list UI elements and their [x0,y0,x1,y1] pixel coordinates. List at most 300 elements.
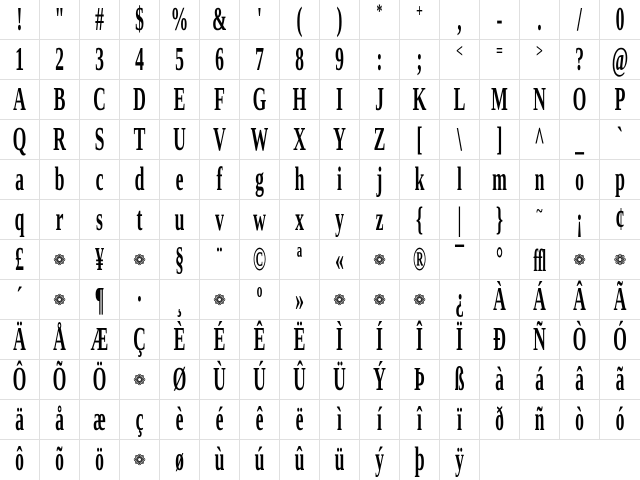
glyph: z [375,201,384,238]
glyph: I [336,81,343,118]
glyph: Ï [456,321,463,358]
glyph: 0 [615,1,625,38]
glyph-cell[interactable] [240,40,280,80]
glyph: ¨ [216,241,223,278]
glyph: : [376,41,383,78]
glyph-cell[interactable] [480,320,520,360]
glyph: « [335,241,344,278]
floral-ornament-icon: ❁ [373,251,386,269]
glyph-cell[interactable] [360,120,400,160]
glyph-cell[interactable] [280,200,320,240]
glyph: 5 [175,41,184,78]
glyph: ê [255,401,264,438]
glyph: G [252,81,267,118]
glyph-cell[interactable] [480,360,520,400]
glyph-cell[interactable] [40,200,80,240]
glyph: * [376,1,383,22]
glyph: S [94,121,105,158]
glyph-cell[interactable] [560,160,600,200]
glyph: Ø [172,361,187,398]
glyph-cell[interactable] [240,200,280,240]
glyph-cell[interactable] [280,40,320,80]
glyph: ; [416,41,423,78]
glyph-cell[interactable] [360,280,400,320]
empty-cell [520,440,560,480]
glyph-cell[interactable] [0,440,40,480]
floral-ornament-icon: ❁ [413,291,426,309]
glyph: » [295,281,304,318]
glyph-cell[interactable] [200,160,240,200]
glyph-cell[interactable] [80,240,120,280]
glyph-cell[interactable] [600,200,640,240]
glyph-cell[interactable] [360,0,400,40]
glyph-cell[interactable] [160,40,200,80]
glyph-cell[interactable] [400,200,440,240]
glyph: k [414,161,425,198]
glyph-cell[interactable] [0,240,40,280]
glyph: [ [416,121,423,158]
glyph-cell[interactable] [280,280,320,320]
glyph: Í [376,321,383,358]
glyph-cell[interactable] [0,200,40,240]
glyph: ß [454,361,465,398]
glyph: Õ [52,361,67,398]
glyph-cell[interactable] [440,280,480,320]
glyph: õ [55,441,64,478]
glyph: ó [615,401,625,438]
glyph-cell[interactable] [40,280,80,320]
glyph-cell[interactable] [280,80,320,120]
glyph-cell[interactable] [360,320,400,360]
glyph: í [377,401,382,438]
glyph: T [133,121,146,158]
glyph: È [173,321,186,358]
glyph-cell[interactable] [440,320,480,360]
glyph: , [457,1,462,38]
glyph-cell[interactable] [480,200,520,240]
glyph-cell[interactable] [360,240,400,280]
glyph-cell[interactable] [480,120,520,160]
glyph-cell[interactable] [480,160,520,200]
glyph: } [496,201,503,238]
glyph-cell[interactable] [120,440,160,480]
glyph-cell[interactable] [240,320,280,360]
glyph-cell[interactable] [560,0,600,40]
glyph-cell[interactable] [200,40,240,80]
glyph-cell[interactable] [440,440,480,480]
glyph-cell[interactable] [200,240,240,280]
glyph-cell[interactable] [600,240,640,280]
glyph-cell[interactable] [120,320,160,360]
glyph-cell[interactable] [160,360,200,400]
glyph-cell[interactable] [0,80,40,120]
glyph-cell[interactable] [400,320,440,360]
glyph: b [54,161,65,198]
glyph-cell[interactable] [200,360,240,400]
glyph-cell[interactable] [280,0,320,40]
glyph-cell[interactable] [120,280,160,320]
glyph-cell[interactable] [320,240,360,280]
glyph-cell[interactable] [520,120,560,160]
glyph: £ [15,241,24,278]
glyph: H [292,81,307,118]
glyph-cell[interactable] [200,200,240,240]
glyph-cell[interactable] [160,80,200,120]
glyph-cell[interactable] [320,400,360,440]
glyph-cell[interactable] [600,320,640,360]
glyph: ú [254,441,265,478]
glyph-cell[interactable] [280,440,320,480]
glyph-cell[interactable] [360,360,400,400]
glyph-cell[interactable] [400,360,440,400]
glyph: ô [15,441,24,478]
glyph: a [15,161,24,198]
glyph-cell[interactable] [320,280,360,320]
glyph: A [13,81,26,118]
glyph-cell[interactable] [320,440,360,480]
glyph-cell[interactable] [400,280,440,320]
glyph-cell[interactable] [120,120,160,160]
glyph-cell[interactable] [320,0,360,40]
glyph: Ö [92,361,107,398]
glyph-cell[interactable] [40,40,80,80]
glyph-cell[interactable] [160,0,200,40]
glyph: ^ [534,121,545,158]
glyph-cell[interactable] [400,40,440,80]
glyph: Û [293,361,306,398]
glyph-cell[interactable] [80,0,120,40]
glyph-cell[interactable] [40,80,80,120]
glyph-cell[interactable] [560,120,600,160]
glyph-cell[interactable] [120,200,160,240]
glyph-cell[interactable] [320,360,360,400]
glyph: _ [575,121,584,158]
glyph-cell[interactable] [80,280,120,320]
glyph-cell[interactable] [440,400,480,440]
glyph-cell[interactable] [440,80,480,120]
glyph: s [96,201,103,238]
glyph-cell[interactable] [600,360,640,400]
glyph: ç [135,401,144,438]
glyph-cell[interactable] [400,0,440,40]
glyph-cell[interactable] [400,240,440,280]
glyph: ? [575,41,584,78]
glyph: 4 [135,41,144,78]
glyph-cell[interactable] [120,400,160,440]
floral-ornament-icon: ❁ [573,251,586,269]
glyph: < [456,41,463,62]
glyph-cell[interactable] [240,160,280,200]
glyph-cell[interactable] [80,120,120,160]
floral-ornament-icon: ❁ [333,291,346,309]
glyph-cell[interactable] [280,160,320,200]
glyph-cell[interactable] [560,40,600,80]
glyph-cell[interactable] [360,200,400,240]
glyph: 8 [295,41,304,78]
glyph-cell[interactable] [200,80,240,120]
glyph: q [14,201,25,238]
glyph: Æ [90,321,109,358]
glyph: Ê [253,321,266,358]
glyph-cell[interactable] [240,360,280,400]
glyph-cell[interactable] [120,360,160,400]
glyph-cell[interactable] [120,160,160,200]
glyph-cell[interactable] [440,200,480,240]
glyph-cell[interactable] [280,320,320,360]
glyph: j [376,161,383,198]
floral-ornament-icon: ❁ [613,251,627,269]
glyph-cell[interactable] [160,200,200,240]
glyph-cell[interactable] [400,160,440,200]
glyph-cell[interactable] [520,320,560,360]
glyph-cell[interactable] [600,160,640,200]
glyph-cell[interactable] [360,440,400,480]
glyph: Ì [336,321,343,358]
glyph-cell[interactable] [560,240,600,280]
glyph: Ë [293,321,306,358]
glyph-cell[interactable] [280,120,320,160]
glyph-cell[interactable] [40,400,80,440]
glyph-cell[interactable] [200,280,240,320]
glyph-cell[interactable] [520,40,560,80]
glyph: $ [135,1,144,38]
glyph: ® [412,241,427,278]
glyph: / [577,1,582,38]
glyph-cell[interactable] [160,400,200,440]
glyph-cell[interactable] [320,200,360,240]
glyph-cell[interactable] [120,0,160,40]
glyph-cell[interactable] [520,80,560,120]
glyph-cell[interactable] [480,280,520,320]
glyph: 1 [15,41,24,78]
glyph-cell[interactable] [0,400,40,440]
glyph-cell[interactable] [80,40,120,80]
glyph: 7 [255,41,264,78]
glyph-cell[interactable] [0,40,40,80]
glyph: º [256,281,263,318]
glyph: ä [15,401,24,438]
glyph: g [255,161,264,198]
glyph-cell[interactable] [0,160,40,200]
glyph: V [213,121,226,158]
glyph-cell[interactable] [600,280,640,320]
glyph-cell[interactable] [520,280,560,320]
glyph: C [93,81,106,118]
glyph: c [95,161,104,198]
glyph: ¶ [94,281,105,318]
glyph-cell[interactable] [240,0,280,40]
glyph: ð [495,401,504,438]
glyph-cell[interactable] [160,280,200,320]
glyph: h [294,161,305,198]
glyph: ] [496,121,503,158]
glyph: ° [495,241,504,278]
glyph-cell[interactable] [360,160,400,200]
glyph-cell[interactable] [0,120,40,160]
glyph-cell[interactable] [40,440,80,480]
glyph: ª [296,241,303,278]
glyph-cell[interactable] [280,400,320,440]
glyph: Ó [613,321,627,358]
floral-ornament-icon: ❁ [213,291,226,309]
glyph-cell[interactable] [600,120,640,160]
glyph-cell[interactable] [400,80,440,120]
glyph-cell[interactable] [200,440,240,480]
glyph-cell[interactable] [200,320,240,360]
glyph-cell[interactable] [80,80,120,120]
glyph-cell[interactable] [200,120,240,160]
glyph: y [335,201,344,238]
glyph-cell[interactable] [80,160,120,200]
glyph-cell[interactable] [560,280,600,320]
glyph-cell[interactable] [200,0,240,40]
glyph-cell[interactable] [320,320,360,360]
glyph-cell[interactable] [560,320,600,360]
glyph-cell[interactable] [40,160,80,200]
glyph-cell[interactable] [440,160,480,200]
glyph-cell[interactable] [440,240,480,280]
glyph-cell[interactable] [240,400,280,440]
glyph: D [133,81,146,118]
glyph: # [95,1,104,38]
glyph-cell[interactable] [120,80,160,120]
glyph-cell[interactable] [80,440,120,480]
glyph: w [253,201,266,238]
glyph: Ò [572,321,587,358]
glyph: ' [257,1,262,38]
glyph-cell[interactable] [160,120,200,160]
glyph-cell[interactable] [360,400,400,440]
floral-ornament-icon: ❁ [133,251,146,269]
floral-ornament-icon: ❁ [53,251,66,269]
glyph: â [575,361,584,398]
glyph-cell[interactable] [80,200,120,240]
glyph-cell[interactable] [320,120,360,160]
glyph-cell[interactable] [280,240,320,280]
glyph: v [215,201,224,238]
glyph-cell[interactable] [440,360,480,400]
glyph-cell[interactable] [240,80,280,120]
glyph-cell[interactable] [560,360,600,400]
glyph-cell[interactable] [120,40,160,80]
glyph-cell[interactable] [240,280,280,320]
glyph-cell[interactable] [40,0,80,40]
glyph: @ [611,41,629,78]
glyph-cell[interactable] [480,40,520,80]
glyph-cell[interactable] [480,240,520,280]
glyph-cell[interactable] [520,400,560,440]
glyph: Ý [373,361,386,398]
glyph-cell[interactable] [240,120,280,160]
glyph-cell[interactable] [40,240,80,280]
glyph: é [215,401,224,438]
glyph: B [53,81,66,118]
glyph: & [212,1,227,38]
glyph: ò [575,401,584,438]
glyph: = [496,41,503,62]
glyph: % [170,1,189,38]
glyph: L [453,81,466,118]
glyph-cell[interactable] [160,160,200,200]
glyph: À [493,281,506,318]
glyph-cell[interactable] [400,440,440,480]
glyph-cell[interactable] [600,400,640,440]
glyph-cell[interactable] [440,40,480,80]
glyph: { [416,201,423,238]
glyph: ñ [534,401,545,438]
glyph-cell[interactable] [0,280,40,320]
floral-ornament-icon: ❁ [53,291,66,309]
glyph-cell[interactable] [360,40,400,80]
glyph-cell[interactable] [560,200,600,240]
glyph-cell[interactable] [600,80,640,120]
glyph: ø [175,441,184,478]
glyph-cell[interactable] [560,80,600,120]
glyph-cell[interactable] [80,400,120,440]
glyph-cell[interactable] [40,120,80,160]
glyph-cell[interactable] [280,360,320,400]
glyph-cell[interactable] [400,120,440,160]
glyph-cell[interactable] [160,240,200,280]
glyph-cell[interactable] [0,0,40,40]
glyph: ¢ [615,201,625,238]
glyph-cell[interactable] [480,400,520,440]
glyph-cell[interactable] [40,360,80,400]
glyph-cell[interactable] [520,360,560,400]
glyph-cell[interactable] [0,320,40,360]
glyph-cell[interactable] [320,160,360,200]
glyph-cell[interactable] [320,40,360,80]
glyph-cell[interactable] [40,320,80,360]
glyph: - [496,1,503,38]
glyph: X [293,121,306,158]
glyph: Ù [213,361,226,398]
glyph-cell[interactable] [600,40,640,80]
glyph-cell[interactable] [120,240,160,280]
glyph: d [134,161,145,198]
glyph-cell[interactable] [360,80,400,120]
glyph-cell[interactable] [560,400,600,440]
glyph-cell[interactable] [440,120,480,160]
glyph-cell[interactable] [160,320,200,360]
glyph: § [175,241,184,278]
glyph: l [457,161,462,198]
glyph: ¡ [576,201,583,238]
empty-cell [480,440,520,480]
glyph-cell[interactable] [240,240,280,280]
glyph: 3 [95,41,104,78]
glyph-cell[interactable] [200,400,240,440]
glyph-cell[interactable] [520,200,560,240]
glyph-cell[interactable] [400,400,440,440]
glyph-cell[interactable] [160,440,200,480]
glyph-cell[interactable] [320,80,360,120]
glyph-cell[interactable] [240,440,280,480]
glyph-cell[interactable] [600,0,640,40]
glyph-cell[interactable] [80,360,120,400]
glyph: Å [53,321,66,358]
glyph: O [572,81,587,118]
glyph-cell[interactable] [520,240,560,280]
glyph-cell[interactable] [0,360,40,400]
glyph: e [175,161,184,198]
glyph: Z [373,121,386,158]
glyph: Þ [414,361,425,398]
glyph-cell[interactable] [480,80,520,120]
floral-ornament-icon: ❁ [133,371,146,389]
glyph: + [416,1,423,22]
glyph-cell[interactable] [80,320,120,360]
